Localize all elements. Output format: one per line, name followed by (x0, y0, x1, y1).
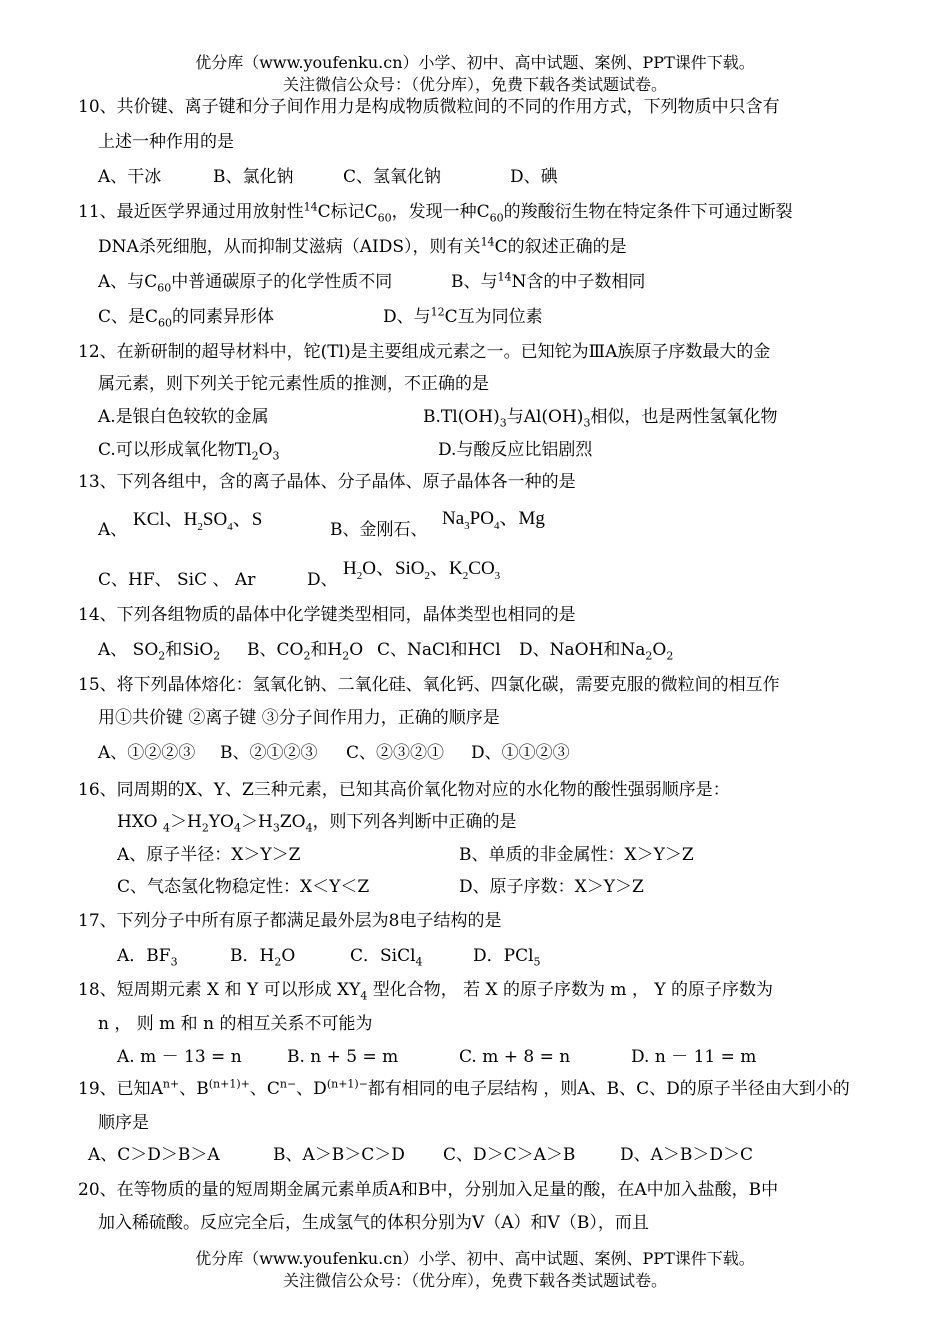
q12-option-c: C.可以形成氧化物$Tl_2O_3$ (98, 440, 280, 463)
q13-option-d-formula: $H_2O$、SiO$_2$、$K_2CO_3$ (343, 558, 501, 582)
q18-option-a: A. m － 13 = n (117, 1047, 242, 1067)
q12-stem-1: 12、在新研制的超导材料中，铊(Tl)是主要组成元素之一。已知铊为ⅢA族原子序数最大的金 (78, 342, 771, 362)
q16-option-b: B、单质的非金属性：X＞Y＞Z (459, 845, 694, 865)
q13-option-a-formula: KCl、$H_2SO_4$、S (133, 509, 263, 533)
footer-line-1: 优分库（www.youfenku.cn）小学、初中、高中试题、案例、PPT课件下载。 (195, 1249, 755, 1268)
q16-stem-1: 16、同周期的X、Y、Z三种元素，已知其高价氧化物对应的水化物的酸性强弱顺序是： (78, 780, 730, 800)
q11-stem-1: 11、最近医学界通过用放射性$^{14}$C标记$C_{60}$，发现一种$C_{60}$的羧酸衍生物在特定条件下可通过断裂 (78, 200, 793, 225)
q16-option-a: A、原子半径：X＞Y＞Z (117, 845, 301, 865)
q18-option-b: B. n + 5 = m (287, 1047, 399, 1067)
q19-option-d: D、A＞B＞D＞C (620, 1145, 754, 1165)
q12-option-a: A.是银白色较软的金属 (98, 407, 269, 427)
q16-option-d: D、原子序数：X＞Y＞Z (459, 877, 644, 897)
footer-line-2: 关注微信公众号：（优分库），免费下载各类试题试卷。 (282, 1271, 667, 1290)
q14-option-c: C、NaCl和HCl (377, 640, 501, 660)
q20-stem-1: 20、在等物质的量的短周期金属元素单质A和B中，分别加入足量的酸，在A中加入盐酸，B中 (78, 1180, 779, 1200)
q18-option-c: C. m + 8 = n (459, 1047, 571, 1067)
header-line-1: 优分库（www.youfenku.cn）小学、初中、高中试题、案例、PPT课件下载。 (195, 53, 755, 72)
q15-option-d: D、①①②③ (471, 743, 570, 763)
q11-option-c: C、是$C_{60}$的同素异形体 (98, 307, 275, 330)
q14-option-d: D、NaOH和$Na_2O_2$ (519, 640, 674, 663)
q14-option-b: B、$CO_2$和$H_2O$ (247, 640, 364, 663)
q10-option-b: B、氯化钠 (213, 167, 294, 187)
q15-option-c: C、②③②① (346, 743, 445, 763)
q10-option-c: C、氢氧化钠 (343, 167, 442, 187)
q17-stem: 17、下列分子中所有原子都满足最外层为8电子结构的是 (78, 911, 502, 931)
q17-option-c: C．SiCl$_4$ (350, 946, 423, 969)
q17-option-b: B．$H_2O$ (230, 946, 296, 969)
q17-option-d: D．PCl$_5$ (473, 946, 541, 969)
header-line-2: 关注微信公众号：（优分库），免费下载各类试题试卷。 (282, 75, 667, 94)
q12-stem-2: 属元素，则下列关于铊元素性质的推测，不正确的是 (98, 374, 489, 394)
q11-option-a: A、与$C_{60}$中普通碳原子的化学性质不同 (98, 272, 393, 295)
q16-option-c: C、气态氢化物稳定性：X＜Y＜Z (117, 877, 370, 897)
q11-option-d: D、与$^{12}$C互为同位素 (383, 305, 543, 327)
q13-option-b-label: B、金刚石、 (330, 520, 428, 540)
q15-option-a: A、①②②③ (98, 743, 196, 763)
q13-option-a-label: A、 (98, 520, 128, 540)
q11-option-b: B、与$^{14}$N含的中子数相同 (451, 270, 646, 292)
q10-stem-2: 上述一种作用的是 (98, 132, 234, 152)
q10-option-d: D、碘 (510, 167, 558, 187)
q14-stem: 14、下列各组物质的晶体中化学键类型相同，晶体类型也相同的是 (78, 605, 576, 625)
q10-stem-1: 10、共价键、离子键和分子间作用力是构成物质微粒间的不同的作用方式，下列物质中只含有 (78, 97, 780, 117)
q15-stem-2: 用①共价键 ②离子键 ③分子间作用力，正确的顺序是 (98, 708, 500, 728)
q13-option-c: C、HF、 SiC 、 Ar (98, 570, 256, 590)
q13-option-d-label: D、 (307, 570, 338, 590)
q16-stem-2: HXO $_4>H_2YO_4>H_3ZO_4$，则下列各判断中正确的是 (117, 812, 517, 835)
q10-option-a: A、干冰 (98, 167, 162, 187)
q19-option-a: A、C＞D＞B＞A (88, 1145, 220, 1165)
q14-option-a: A、 $SO_2$和SiO$_2$ (98, 640, 221, 663)
q17-option-a: A．$BF_3$ (117, 946, 178, 969)
q18-stem-2: n ， 则 m 和 n 的相互关系不可能为 (98, 1014, 373, 1034)
q18-stem-1: 18、短周期元素 X 和 Y 可以形成 $XY_4$ 型化合物， 若 X 的原子序数为 m ， Y 的原子序数为 (78, 980, 773, 1003)
q15-stem-1: 15、将下列晶体熔化：氢氧化钠、二氧化硅、氧化钙、四氯化碳，需要克服的微粒间的相互作 (78, 675, 780, 695)
q19-stem-1: 19、已知$A^{n+}$、$B^{(n+1)+}$、$C^{n-}$、$D^{(n+1)-}$都有相同的电子层结构 ，则A、B、C、D的原子半径由大到小的 (78, 1077, 850, 1099)
q12-option-b: $B.Tl(OH)_3$与$Al(OH)_3$相似，也是两性氢氧化物 (423, 407, 778, 430)
q18-option-d: D. n － 11 = m (631, 1047, 757, 1067)
q20-stem-2: 加入稀硫酸。反应完全后，生成氢气的体积分别为V（A）和V（B），而且 (98, 1213, 649, 1233)
q15-option-b: B、②①②③ (220, 743, 318, 763)
q13-option-b-formula: $Na_3PO_4$、Mg (442, 508, 545, 532)
q11-stem-2: DNA杀死细胞，从而抑制艾滋病（AIDS），则有关$^{14}$C的叙述正确的是 (98, 235, 627, 257)
q13-stem: 13、下列各组中，含的离子晶体、分子晶体、原子晶体各一种的是 (78, 472, 576, 492)
q19-stem-2: 顺序是 (98, 1113, 149, 1133)
q19-option-b: B、A＞B＞C＞D (273, 1145, 405, 1165)
q19-option-c: C、D＞C＞A＞B (443, 1145, 576, 1165)
q12-option-d: D.与酸反应比铝剧烈 (438, 440, 593, 460)
